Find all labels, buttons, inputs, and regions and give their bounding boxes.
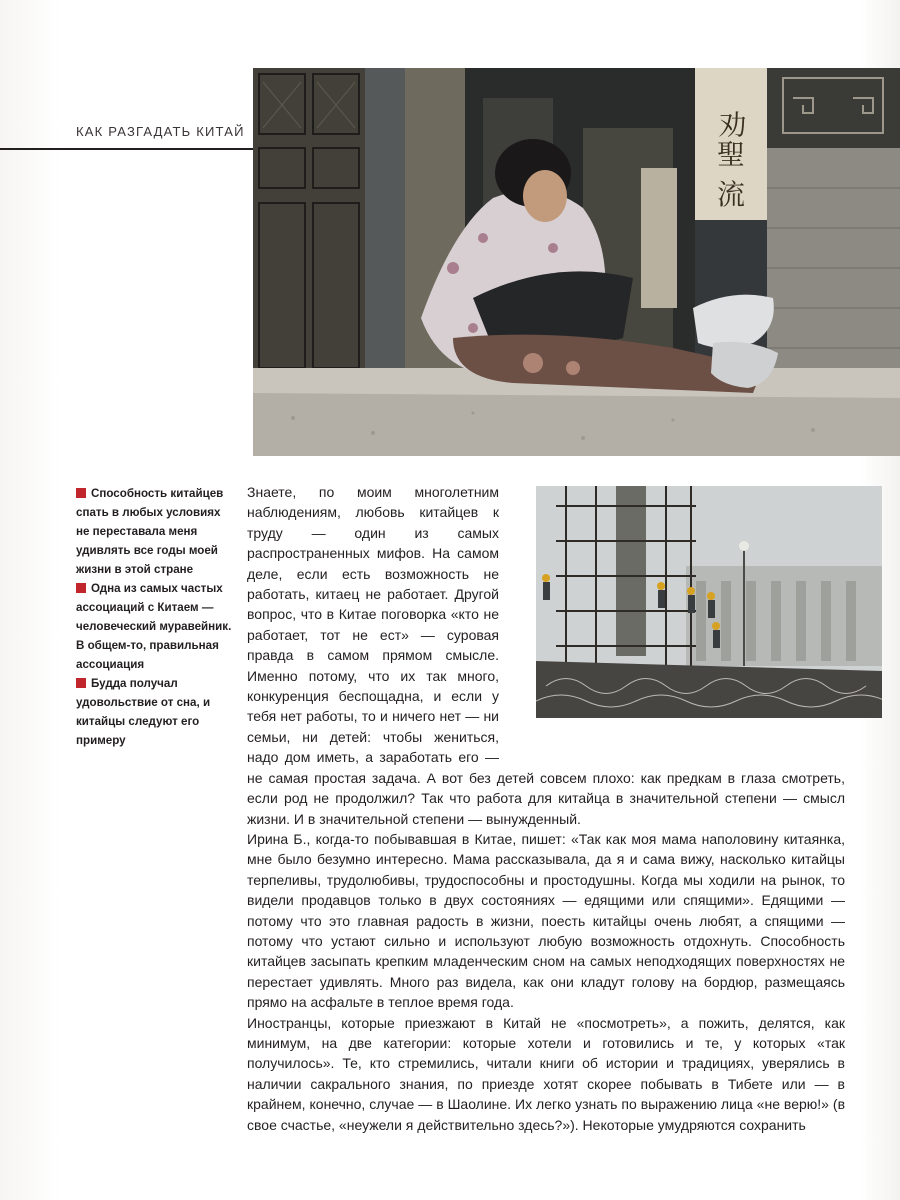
article-paragraph: Ирина Б., когда-то побывавшая в Китае, пишет: «Так как моя мама наполовину китаянка, мне было безумно интересно. Мама рассказывала, да я и сама вижу, насколько китайцы терпеливы, трудолюбивы, трудоспособны и простодушны. Когда мы ходили на рынок, то видели продавцов только в двух состояниях — едящими или спящими». Едящими — потому что это главная радость в жизни, поесть китайцы очень любят, а спящими — потому что устают сильно и используют любую возможность отдохнуть. Способность китайцев засыпать крепким младенческим сном на самых неподходящих поверхностях не перестает удивлять. Много раз видела, как они кладут голову на бордюр, размещаясь прямо на асфальте в теплое время года. [247,830,845,1011]
photo-sleeping-woman [253,68,900,456]
running-title: КАК РАЗГАДАТЬ КИТАЙ [76,124,245,139]
caption-item [76,484,236,579]
svg-text:流: 流 [716,178,746,211]
red-square-bullet-icon [76,583,86,593]
article-body [247,482,845,1135]
photo-captions [76,484,236,750]
svg-text:劝: 劝 [714,110,748,138]
red-square-bullet-icon [76,678,86,688]
caption-item [76,579,236,674]
svg-text:聖: 聖 [716,138,746,171]
caption-text: Одна из самых частых ассоциаций с Китаем — человеческий муравейник. В общем-то, правильная ассоциация [76,582,232,671]
header-rule [0,148,253,150]
caption-text: Способность китайцев спать в любых условиях не переставала меня удивлять все годы моей жизни в этой стране [76,487,224,576]
article-paragraph: Знаете, по моим многолетним наблюдениям, любовь китайцев к труду — один из самых распространенных мифов. На самом деле, если есть возможность не работать, китаец не работает. Другой вопрос, что в Китае поговорка «кто не работает, тот не ест» — суровая правда в самом прямом смысле. Именно потому, что их так много, конкуренция беспощадна, и если у тебя нет работы, то и ничего нет — ни семьи, ни детей: чтобы жениться, надо дом иметь, а заработать его — не самая простая задача. А вот без детей совсем плохо: как предкам в глаза смотреть, если род не продолжил? Так что работа для китайца в значительной степени — смысл жизни. И в значительной степени — вынужденный. [247,484,845,827]
image-wrap-spacer [507,482,845,762]
caption-text: Будда получал удовольствие от сна, и китайцы следуют его примеру [76,677,211,747]
sleeping-woman-illustration [253,68,900,456]
article-paragraph: Иностранцы, которые приезжают в Китай не «посмотреть», а пожить, делятся, как минимум, на две категории: которые хотели и готовились и те, у которых «так получилось». Те, кто стремились, читали книги об истории и традициях, уверялись в наличии сакрального знания, по приезде хотят скорее побывать в Тибете или — в крайнем, конечно, случае — в Шаолине. Их легко узнать по выражению лица «не верю!» (в свое счастье, «неужели я действительно здесь?»). Некоторые умудряются сохранить [247,1014,845,1133]
red-square-bullet-icon [76,488,86,498]
caption-item [76,674,236,750]
